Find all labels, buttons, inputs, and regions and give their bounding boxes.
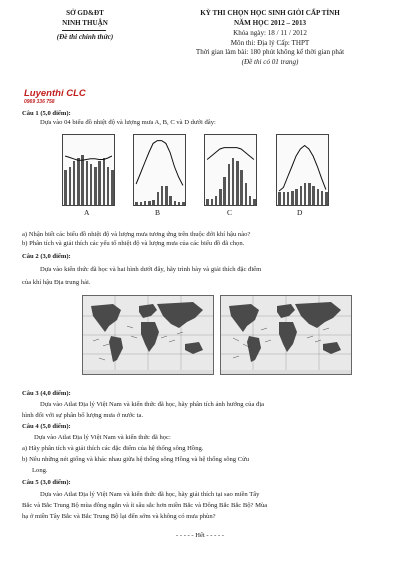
- exam-subject: Môn thi: Địa lý Cấp: THPT: [230, 38, 310, 47]
- q1-item-b: b) Phân tích và giải thích các yếu tố nhiệt độ và lượng mưa của các biểu đồ đã chọn.: [22, 240, 245, 247]
- climate-chart-d: [276, 134, 329, 206]
- brand-phone: 0969 336 758: [24, 99, 55, 105]
- q2-title: Câu 2 (3,0 điểm):: [22, 253, 71, 260]
- department-name: SỞ GD&ĐT: [66, 9, 104, 17]
- province-name: NINH THUẬN: [62, 19, 108, 27]
- q1-item-a: a) Nhận biết các biểu đồ nhiệt độ và lượng mưa tương ứng trên thuộc đới khí hậu nào?: [22, 231, 251, 238]
- chart-c-label: C: [227, 208, 233, 217]
- q4-item-a: a) Hãy phân tích và giải thích các đặc điểm của hệ thống sông Hồng.: [22, 445, 204, 452]
- end-marker: - - - - - Hết - - - - -: [176, 532, 224, 539]
- q1-intro: Dựa vào 04 biểu đồ nhiệt độ và lượng mưa A, B, C và D dưới đây:: [40, 119, 216, 126]
- page-count-note: (Đề thi có 01 trang): [241, 57, 299, 66]
- q3-text-line2: hình đối với sự phân bố lượng mưa ở nước ta.: [22, 412, 144, 419]
- exam-date: Khóa ngày: 18 / 11 / 2012: [233, 29, 307, 37]
- q2-text-line2: của khí hậu Địa trung hải.: [22, 279, 91, 286]
- climate-chart-a: [62, 134, 115, 206]
- q5-text-line2: Bắc và Bắc Trung Bộ mùa đông ngắn và ít sâu sắc hơn miền Bắc và Đông Bắc Bắc Bộ? Mùa: [22, 502, 268, 509]
- climate-chart-b: [133, 134, 186, 206]
- q4-intro: Dựa vào Atlat Địa lý Việt Nam và kiến thức đã học:: [34, 434, 171, 441]
- brand-logo: Luyenthi CLC: [24, 88, 86, 99]
- exam-title: KỲ THI CHỌN HỌC SINH GIỎI CẤP TỈNH: [200, 9, 340, 17]
- q3-title: Câu 3 (4,0 điểm):: [22, 390, 71, 397]
- world-map-summer: [220, 295, 352, 375]
- exam-duration: Thời gian làm bài: 180 phút không kể thời gian phát: [195, 48, 345, 56]
- temperature-curve: [205, 135, 256, 205]
- q4-item-b-line2: Long.: [32, 467, 48, 474]
- world-map-winter: [82, 295, 214, 375]
- chart-d-label: D: [297, 208, 303, 217]
- q1-title: Câu 1 (5,0 điểm):: [22, 110, 71, 117]
- chart-b-label: B: [155, 208, 161, 217]
- q5-text-line3: hạ ở miền Tây Bắc và Bắc Trung Bộ lại đến sớm và không có mưa phùn?: [22, 513, 216, 520]
- chart-a-label: A: [84, 208, 90, 217]
- q4-title: Câu 4 (5,0 điểm):: [22, 423, 71, 430]
- temperature-curve: [134, 135, 185, 205]
- temperature-curve: [277, 135, 328, 205]
- q2-text-line1: Dựa vào kiến thức đã học và hai hình dưới đây, hãy trình bày và giải thích đặc điểm: [40, 266, 262, 273]
- exam-status: (Đề thi chính thức): [56, 33, 114, 41]
- temperature-curve: [63, 135, 114, 205]
- header-left-divider: [62, 30, 106, 31]
- climate-chart-c: [204, 134, 257, 206]
- school-year: NĂM HỌC 2012 – 2013: [233, 19, 307, 27]
- q5-title: Câu 5 (3,0 điểm):: [22, 479, 71, 486]
- q5-text-line1: Dựa vào Atlat Địa lý Việt Nam và kiến thức đã học, hãy giải thích tại sao miền Tây: [40, 491, 260, 498]
- q4-item-b-line1: b) Nêu những nét giống và khác nhau giữa hệ thống sông Hồng và hệ thống sông Cửu: [22, 456, 249, 463]
- q3-text-line1: Dựa vào Atlat Địa lý Việt Nam và kiến thức đã học, hãy phân tích ảnh hưởng của địa: [40, 401, 265, 408]
